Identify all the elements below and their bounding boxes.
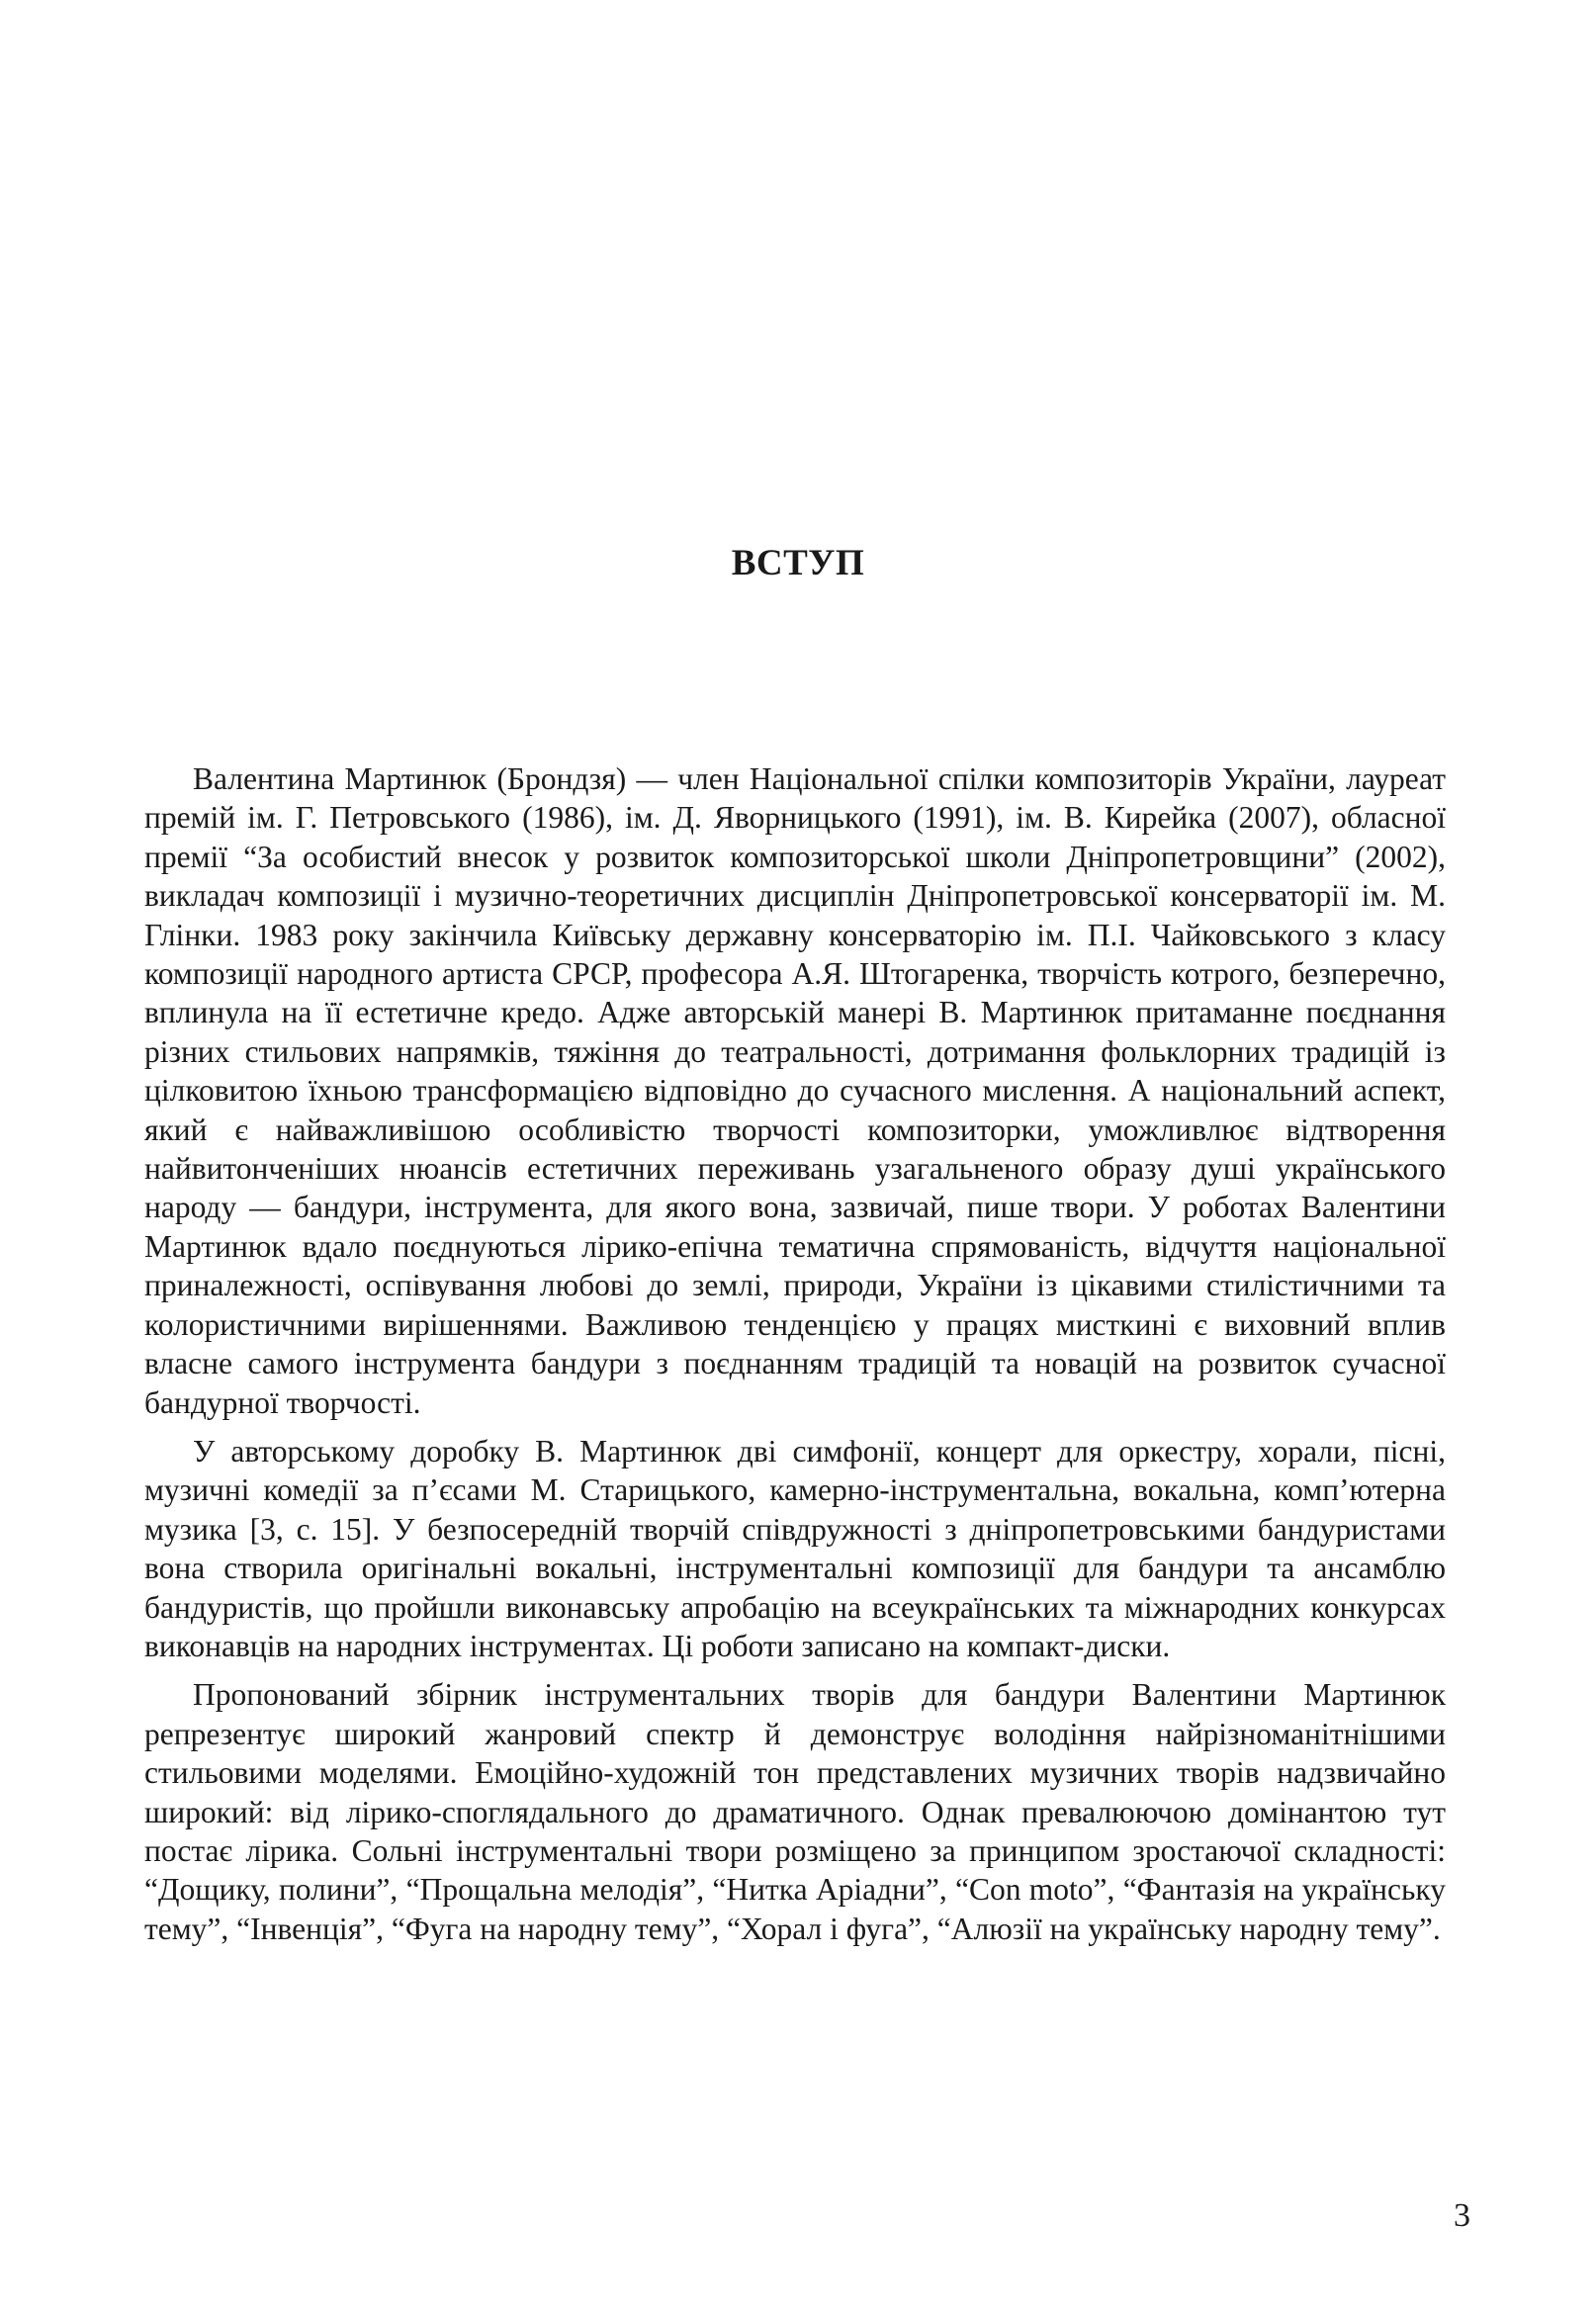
paragraph-3: Пропонований збірник інструментальних творів для бандури Валентини Мартинюк репрезентує широкий жанровий спектр й демонструє володіння найрізноманітнішими стильовими моделями. Емоційно-художній тон представлених музичних творів надзвичайно широкий: від лірико-споглядального до драматичного. Однак превалюючою домінантою тут постає лірика. Сольні інструментальні твори розміщено за принципом зростаючої складності: “Дощику, полини”, “Прощальна мелодія”, “Нитка Аріадни”, “Con moto”, “Фантазія на українську тему”, “Інвенція”, “Фуга на народну тему”, “Хорал і фуга”, “Алюзії на українську народну тему”. bbox=[144, 1677, 1446, 1946]
page-title: ВСТУП bbox=[731, 543, 865, 583]
page-number: 3 bbox=[1454, 2197, 1470, 2234]
body-text bbox=[144, 759, 1446, 1958]
paragraph-1: Валентина Мартинюк (Брондзя) — член Національної спілки композиторів України, лауреат премій ім. Г. Петровського (1986), ім. Д. Яворницького (1991), ім. В. Кирейка (2007), обласної премії “За особистий внесок у розвиток композиторської школи Дніпропетровщини” (2002), викладач композиції і музично-теоретичних дисциплін Дніпропетровської консерваторії ім. М. Глінки. 1983 року закінчила Київську державну консерваторію ім. П.І. Чайковського з класу композиції народного артиста СРСР, професора А.Я. Штогаренка, творчість котрого, безперечно, вплинула на її естетичне кредо. Адже авторській манері В. Мартинюк притаманне поєднання різних стильових напрямків, тяжіння до театральності, дотримання фольклорних традицій із цілковитою їхньою трансформацією відповідно до сучасного мислення. А національний аспект, який є найважливішою особливістю творчості композиторки, уможливлює відтворення найвитонченіших нюансів естетичних переживань узагальненого образу душі українського народу — бандури, інструмента, для якого вона, зазвичай, пише твори. У роботах Валентини Мартинюк вдало поєднуються лірико-епічна тематична спрямованість, відчуття національної приналежності, оспівування любові до землі, природи, України із цікавими стилістичними та колористичними вирішеннями. Важливою тенденцією у працях мисткині є виховний вплив власне самого інструмента бандури з поєднанням традицій та новацій на розвиток сучасної бандурної творчості. bbox=[144, 761, 1446, 1420]
paragraph-2: У авторському доробку В. Мартинюк дві симфонії, концерт для оркестру, хорали, пісні, музичні комедії за п’єсами М. Старицького, камерно-інструментальна, вокальна, комп’ютерна музика [3, с. 15]. У безпосередній творчій співдружності з дніпропетровськими бандуристами вона створила оригінальні вокальні, інструментальні композиції для бандури та ансамблю бандуристів, що пройшли виконавську апробацію на всеукраїнських та міжнародних конкурсах виконавців на народних інструментах. Ці роботи записано на компакт-диски. bbox=[144, 1433, 1446, 1663]
